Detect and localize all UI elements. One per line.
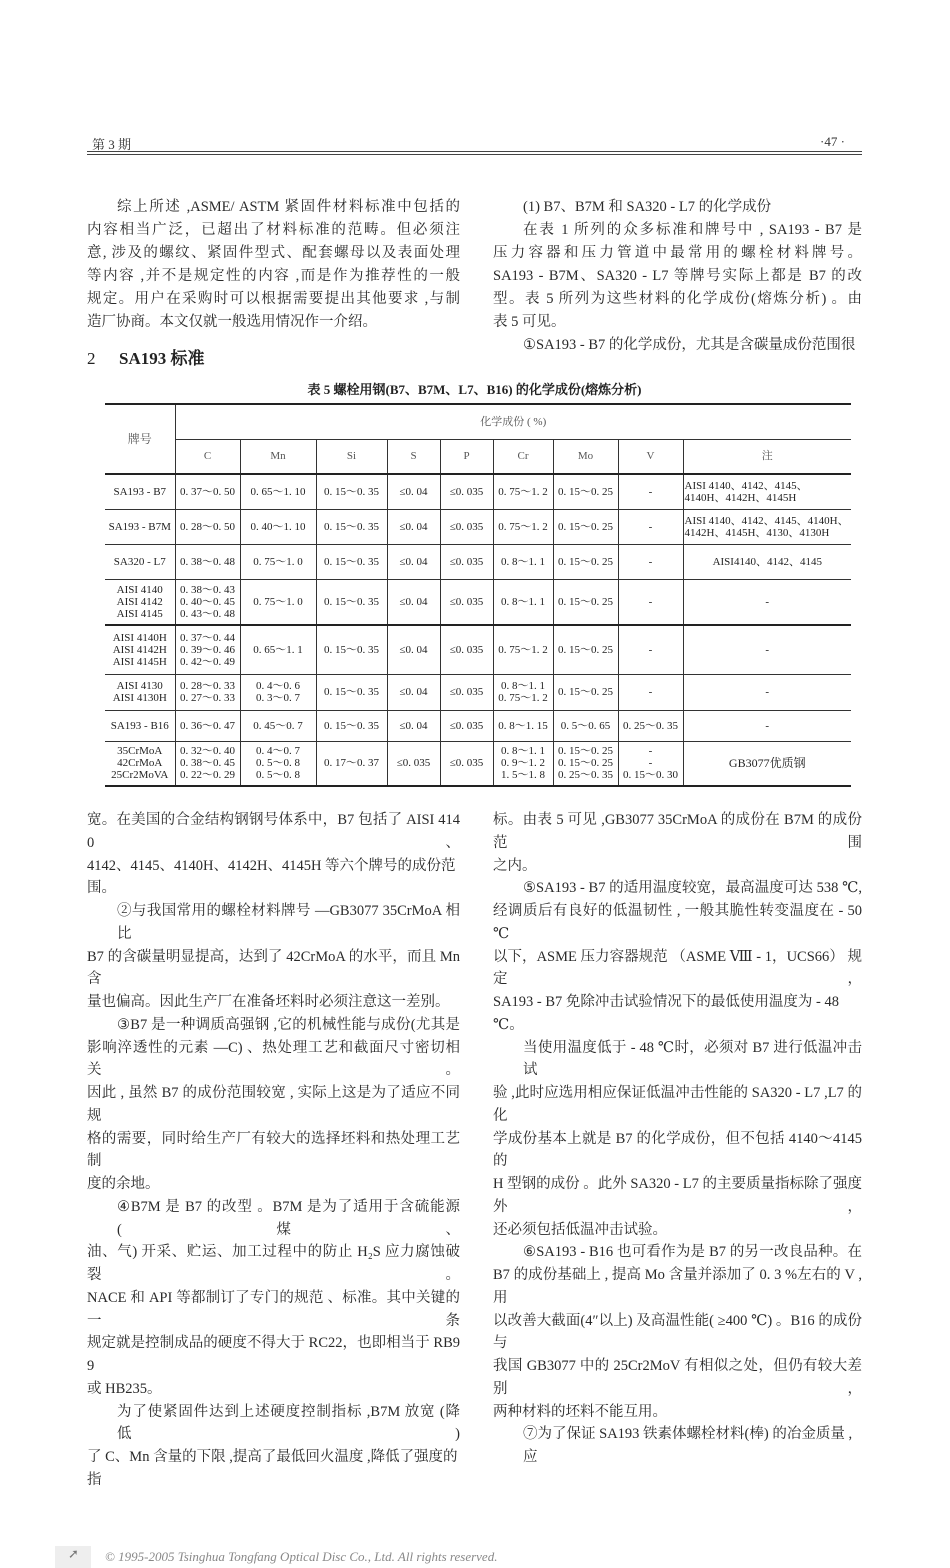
text-line: 以改善大截面(4″以上) 及高温性能( ≥400 ℃) 。B16 的成份与 [493,1312,862,1352]
section-title: SA193 标准 [119,349,205,368]
value-cell: 0. 15～0. 35 [316,544,387,579]
text-line: 在表 1 所列的众多标准和牌号中 , SA193 - B7 是 [523,222,862,238]
text-line: 规定就是控制成品的硬度不得大于 RC22，也即相当于 RB99 [87,1335,460,1374]
text-line: 因此 , 虽然 B7 的成份范围较宽 , 实际上这是为了适应不同规 [87,1085,460,1124]
column-header: V [618,439,683,474]
value-cell: 0. 8～1. 1 0. 9～1. 2 1. 5～1. 8 [493,741,553,786]
column-header: Cr [493,439,553,474]
text-line: 度的余地。 [87,1176,160,1192]
text-line: B7 的含碳量明显提高，达到了 42CrMoA 的水平，而且 Mn 含 [87,948,460,988]
note-cell: AISI4140、4142、4145 [683,544,851,579]
value-cell: 0. 15～0. 35 [316,674,387,710]
table-row [105,579,851,625]
text-line: 油、气) 开采、贮运、加工过程中的防止 H₂S 应力腐蚀破裂。 [87,1244,460,1283]
text-line: 内容相当广泛，已超出了材料标准的范畴。但必须注 [87,222,460,238]
grade-cell: AISI 4140 AISI 4142 AISI 4145 [105,579,175,625]
text-line: ③B7 是一种调质高强钢 ,它的机械性能与成份(尤其是 [117,1016,460,1033]
value-cell: 0. 75～1. 2 [493,509,553,544]
column-header: 注 [683,439,851,474]
value-cell: 0. 17～0. 37 [316,741,387,786]
column-header: S [387,439,440,474]
value-cell: 0. 65～1. 1 [240,625,316,674]
value-cell: 0. 38～0. 48 [175,544,240,579]
text-line: 量也偏高。因此生产厂在准备坯料时必须注意这一差别。 [87,994,450,1010]
value-cell: ≤0. 04 [387,509,440,544]
text-line: 等内容 ,并不是规定性的内容 ,而是作为推荐性的一般 [87,268,460,284]
text-line: 了 C、Mn 含量的下限 ,提高了最低回火温度 ,降低了强度的指 [87,1449,458,1488]
value-cell: ≤0. 035 [440,579,493,625]
value-cell: 0. 15～0. 25 [553,625,618,674]
text-line: 标。由表 5 可见 ,GB3077 35CrMoA 的成份在 B7M 的成份范围 [493,812,862,851]
grade-cell: AISI 4140H AISI 4142H AISI 4145H [105,625,175,674]
value-cell: ≤0. 04 [387,579,440,625]
value-cell: 0. 75～1. 2 [493,625,553,674]
copyright-text: © 1995-2005 Tsinghua Tongfang Optical Disc Co., Ltd. All rights reserved. [105,1548,498,1564]
note-cell: - [683,579,851,625]
note-cell: GB3077优质钢 [683,741,851,786]
text-line: 之内。 [493,857,537,874]
table-row [105,544,851,579]
value-cell: ≤0. 035 [387,741,440,786]
text-line: NACE 和 API 等都制订了专门的规范 、标准。其中关键的一条 [87,1289,460,1329]
grade-cell: SA193 - B7 [105,474,175,509]
value-cell: 0. 15～0. 25 0. 15～0. 25 0. 25～0. 35 [553,741,618,786]
text-line: 格的需要，同时给生产厂有较大的选择坯料和热处理工艺制 [87,1130,460,1170]
value-cell: 0. 15～0. 25 [553,674,618,710]
right-column-top [493,196,862,357]
value-cell: 0. 5～0. 65 [553,710,618,741]
table-row [105,741,851,786]
text-line: 4142、4145、4140H、4142H、4145H 等六个牌号的成份范围。 [87,857,456,897]
value-cell: 0. 15～0. 25 [553,509,618,544]
page-body [68,196,862,1568]
table-row [105,625,851,674]
grade-cell: AISI 4130 AISI 4130H [105,674,175,710]
text-line: 我国 GB3077 中的 25Cr2MoV 有相似之处，但仍有较大差别， [493,1358,862,1397]
grade-header: 牌号 [105,404,175,474]
value-cell: 0. 4～0. 7 0. 5～0. 8 0. 5～0. 8 [240,741,316,786]
value-cell: 0. 15～0. 35 [316,625,387,674]
value-cell: ≤0. 04 [387,625,440,674]
section-number: 2 [87,349,96,368]
text-line: ①SA193 - B7 的化学成份，尤其是含碳量成份范围很 [523,337,856,353]
value-cell: 0. 15～0. 35 [316,474,387,509]
value-cell: ≤0. 035 [440,509,493,544]
column-header: Mn [240,439,316,474]
table-row [105,474,851,509]
text-line: 为了使紧固件达到上述硬度控制指标 ,B7M 放宽 (降低) [117,1403,460,1443]
text-line: 两种材料的坯料不能互用。 [493,1403,667,1420]
value-cell: ≤0. 035 [440,674,493,710]
value-cell: ≤0. 04 [387,544,440,579]
value-cell: 0. 8～1. 1 [493,544,553,579]
note-cell: AISI 4140、4142、4145、 4140H、4142H、4145H [683,474,851,509]
table-row [105,674,851,710]
grade-cell: SA320 - L7 [105,544,175,579]
value-cell: 0. 75～1. 0 [240,579,316,625]
text-line: 验 ,此时应选用相应保证低温冲击性能的 SA320 - L7 ,L7 的化 [493,1085,862,1124]
value-cell: - [618,509,683,544]
value-cell: ≤0. 035 [440,741,493,786]
value-cell: 0. 8～1. 15 [493,710,553,741]
text-line: ⑥SA193 - B16 也可看作为是 B7 的另一改良品种。在 [523,1244,862,1261]
text-line: 表 5 可见。 [493,314,566,330]
grade-cell: SA193 - B16 [105,710,175,741]
text-line: SA193 - B7M、SA320 - L7 等牌号实际上都是 B7 的改 [493,268,862,284]
value-cell: 0. 36～0. 47 [175,710,240,741]
text-line: 学成份基本上就是 B7 的化学成份，但不包括 4140～4145 的 [493,1130,862,1170]
text-line: H 型钢的成份 。此外 SA320 - L7 的主要质量指标除了强度外， [493,1176,862,1215]
text-line: 意, 涉及的螺纹、紧固件型式、配套螺母以及表面处理 [87,245,460,261]
text-line: ⑤SA193 - B7 的适用温度较宽，最高温度可达 538 ℃, [523,880,862,897]
left-column-bottom [87,809,460,1492]
grade-cell: SA193 - B7M [105,509,175,544]
header-rule-thin [87,154,862,155]
left-column-top [87,196,460,371]
text-line: SA193 - B7 免除冲击试验情况下的最低使用温度为 - 48 ℃。 [493,994,839,1033]
header-rule [87,151,862,152]
table-row [105,710,851,741]
value-cell: 0. 32～0. 40 0. 38～0. 45 0. 22～0. 29 [175,741,240,786]
value-cell: - [618,625,683,674]
column-header: P [440,439,493,474]
text-line: B7 的成份基础上 , 提高 Mo 含量并添加了 0. 3 %左右的 V , 用 [493,1267,862,1306]
value-cell: 0. 40～1. 10 [240,509,316,544]
footer [55,1546,862,1568]
composition-header: 化学成份 ( %) [175,404,851,439]
value-cell: 0. 37～0. 50 [175,474,240,509]
text-line: ⑦为了保证 SA193 铁素体螺栓材料(棒) 的冶金质量 ,应 [523,1426,853,1465]
value-cell: 0. 15～0. 35 [316,579,387,625]
left-top-text [87,196,460,334]
value-cell: ≤0. 035 [440,474,493,509]
value-cell: 0. 4～0. 6 0. 3～0. 7 [240,674,316,710]
text-line: ②与我国常用的螺栓材料牌号 —GB3077 35CrMoA 相比 [117,903,460,942]
value-cell: - [618,579,683,625]
value-cell: ≤0. 04 [387,710,440,741]
value-cell: 0. 28～0. 33 0. 27～0. 33 [175,674,240,710]
text-line: 当使用温度低于 - 48 ℃时，必须对 B7 进行低温冲击试 [523,1039,862,1079]
note-cell: - [683,674,851,710]
page-number: ·47 · [820,134,845,149]
text-line: 压力容器和压力管道中最常用的螺栓材料牌号。 [493,245,862,261]
note-cell: - [683,710,851,741]
column-header: Si [316,439,387,474]
note-cell: AISI 4140、4142、4145、4140H、 4142H、4145H、4130、4130H [683,509,851,544]
value-cell: 0. 65～1. 10 [240,474,316,509]
value-cell: - [618,674,683,710]
value-cell: - [618,474,683,509]
value-cell: - [618,544,683,579]
value-cell: 0. 15～0. 25 [553,544,618,579]
value-cell: 0. 75～1. 0 [240,544,316,579]
value-cell: 0. 28～0. 50 [175,509,240,544]
value-cell: 0. 37～0. 44 0. 39～0. 46 0. 42～0. 49 [175,625,240,674]
text-line: 规定。用户在采购时可以根据需要提出其他要求 ,与制 [87,291,460,307]
value-cell: 0. 45～0. 7 [240,710,316,741]
value-cell: 0. 38～0. 43 0. 40～0. 45 0. 43～0. 48 [175,579,240,625]
text-line: 还必须包括低温冲击试验。 [493,1221,667,1238]
text-line: 宽。在美国的合金结构钢钢号体系中，B7 包括了 AISI 4140、 [87,812,460,851]
top-columns [87,196,862,371]
value-cell: - - 0. 15～0. 30 [618,741,683,786]
value-cell: 0. 75～1. 2 [493,474,553,509]
right-column-bottom [493,809,862,1469]
table-row [105,509,851,544]
value-cell: 0. 8～1. 1 0. 75～1. 2 [493,674,553,710]
grade-cell: 35CrMoA 42CrMoA 25Cr2MoVA [105,741,175,786]
text-line: 或 HB235。 [87,1380,162,1397]
cnki-logo: ➚ [55,1546,91,1568]
text-line: 影响淬透性的元素 —C) 、热处理工艺和截面尺寸密切相关。 [87,1039,460,1079]
value-cell: 0. 15～0. 25 [553,579,618,625]
column-header: C [175,439,240,474]
chemical-composition-table [105,403,851,787]
value-cell: 0. 8～1. 1 [493,579,553,625]
value-cell: 0. 25～0. 35 [618,710,683,741]
value-cell: ≤0. 035 [440,625,493,674]
value-cell: ≤0. 035 [440,710,493,741]
bottom-columns [87,809,862,1492]
note-cell: - [683,625,851,674]
text-line: 型。表 5 所列为这些材料的化学成份(熔炼分析) 。由 [493,291,862,307]
text-line: 综上所述 ,ASME/ ASTM 紧固件材料标准中包括的 [117,199,460,215]
section-heading [87,346,460,371]
text-line: ④B7M 是 B7 的改型 。B7M 是为了适用于含硫能源(煤、 [117,1198,460,1238]
text-line: 造厂协商。本文仅就一般选用情况作一介绍。 [87,314,377,330]
journal-issue: 第 3 期 [92,137,132,152]
text-line: (1) B7、B7M 和 SA320 - L7 的化学成份 [523,199,772,215]
value-cell: ≤0. 035 [440,544,493,579]
text-line: 经调质后有良好的低温韧性 , 一般其脆性转变温度在 - 50 ℃ [493,903,862,942]
value-cell: 0. 15～0. 35 [316,509,387,544]
table-caption: 表 5 螺栓用钢(B7、B7M、L7、B16) 的化学成份(熔炼分析) [307,382,642,397]
value-cell: ≤0. 04 [387,474,440,509]
value-cell: 0. 15～0. 25 [553,474,618,509]
value-cell: ≤0. 04 [387,674,440,710]
column-header: Mo [553,439,618,474]
text-line: 以下，ASME 压力容器规范 （ASME Ⅷ - 1，UCS66） 规定， [493,948,862,988]
value-cell: 0. 15～0. 35 [316,710,387,741]
